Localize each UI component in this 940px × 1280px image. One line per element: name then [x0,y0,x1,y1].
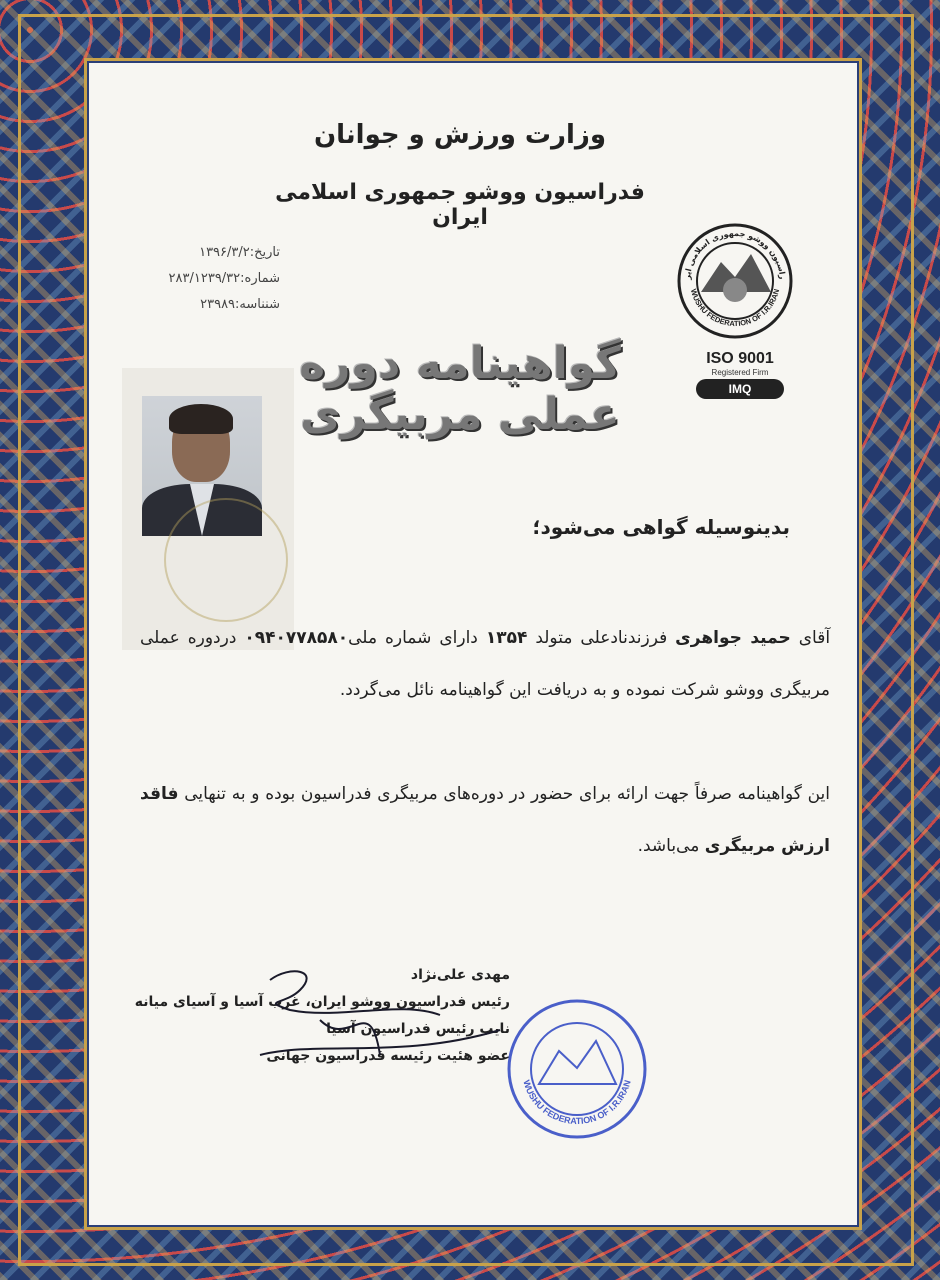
meta-date: تاریخ:۱۳۹۶/۳/۲ [199,245,280,260]
line2-suffix: دردوره عملی مربیگری ووشو شرکت نموده و به [140,628,830,700]
line1-prefix: آقای [798,628,831,648]
certificate-body [140,612,830,716]
signatory-name: مهدی علی‌نژاد [410,967,510,983]
logo-arc-text: راسیون ووشو جمهوری اسلامی ایر [682,228,788,280]
svg-text:فدراسیون ووشو جمهوری اسلامی ای [676,222,787,281]
signatory-role3: عضو هئیت رئیسه فدراسیون جهانی [266,1048,510,1064]
photo-area [122,368,294,650]
note-line2-prefix: فدراسیون بوده و به تنهایی [184,784,372,804]
svg-text:WUSHU FEDERATION OF I.R.IRAN [521,1079,632,1126]
signatory-role1: رئیس فدراسیون ووشو ایران، غرب آسیا و آسیای میانه [134,994,510,1010]
note-line1: این گواهینامه صرفاً جهت ارائه برای حضور در دوره‌های مربیگری [377,784,831,804]
birth-year: ۱۳۵۴ [485,628,528,648]
hereby-line: بدینوسیله گواهی می‌شود؛ [532,515,790,539]
photo-stamp [164,498,288,622]
logo-bottom-text: WUSHU FEDERATION OF I.R.IRAN [688,287,782,329]
handwritten-signature [200,960,520,1080]
line1-father: فرزندنادعلی متولد [535,628,668,648]
imq-badge: IMQ [696,379,784,399]
iso-subtitle: Registered Firm [711,368,769,377]
iso-badge [690,350,790,399]
ministry-title: وزارت ورزش و جوانان [313,120,607,150]
national-id: ۰۹۴۰۷۷۸۵۸۰ [244,628,349,648]
line2-prefix: ملی [348,628,378,648]
document-meta [110,240,280,318]
certificate-note [140,768,830,872]
meta-id: شنناسه:۲۳۹۸۹ [200,297,280,312]
stamp-text: WUSHU FEDERATION OF I.R.IRAN [521,1078,633,1127]
note-bold: فاقد ارزش مربیگری [140,784,830,856]
federation-logo [676,222,794,340]
iso-title: ISO 9001 [706,350,774,367]
line3: دریافت این گواهینامه نائل می‌گردد. [339,680,588,700]
signatory-role2: نایب رئیس فدراسیون آسیا [326,1021,510,1037]
meta-number: شماره:۲۸۳/۱۲۳۹/۳۲ [168,271,280,286]
federation-logo-icon [676,222,794,340]
stamp-icon [504,996,650,1142]
note-line2-suffix: می‌باشد. [637,836,700,856]
federation-title: فدراسیون ووشو جمهوری اسلامی ایران [275,180,645,230]
certificate-title: گواهینامه دوره عملی مربیگری [299,338,621,440]
holder-name: حمید جواهری [675,628,791,648]
line1-suffix: دارای شماره [385,628,478,648]
official-stamp [504,996,650,1142]
